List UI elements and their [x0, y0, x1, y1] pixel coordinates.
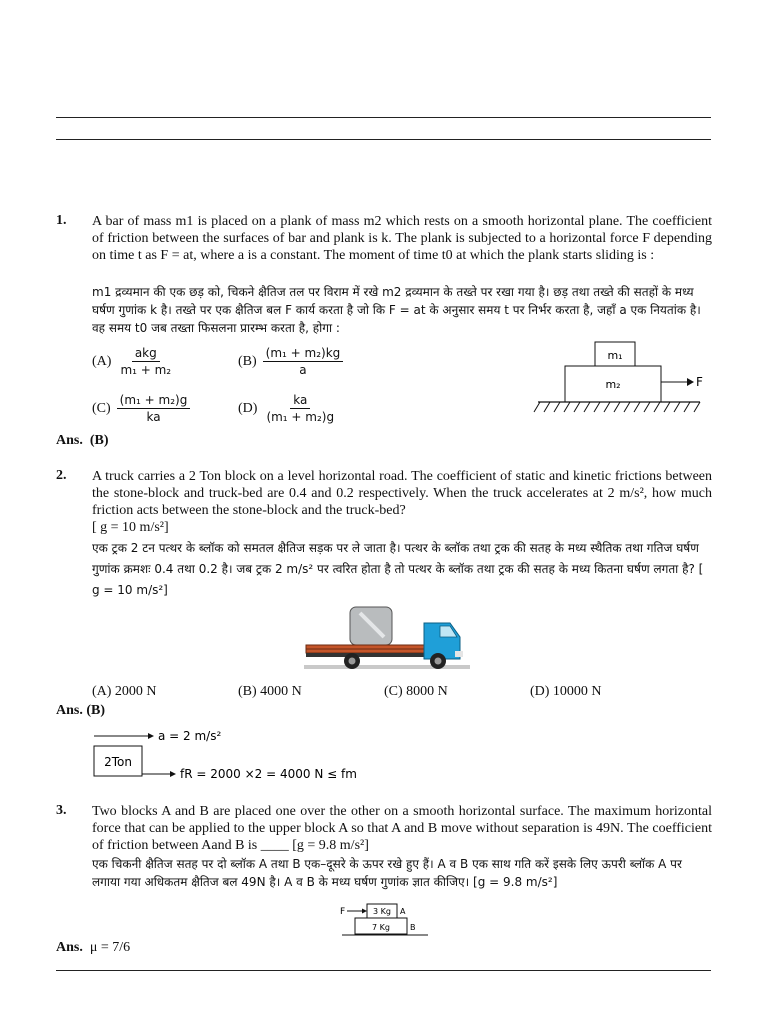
- q2-option-a: (A) 2000 N: [92, 684, 157, 699]
- question-3-hindi: एक चिकनी क्षैतिज सतह पर दो ब्लॉक A तथा B एक–दूसरे के ऊपर रखे हुए हैं। A व B एक साथ गति करें इसके लिए ऊपरी ब्लॉक A पर लगाया गया अधिकतम क्षैतिज बल 49N है। A व B के मध्य घर्षण गुणांक ज्ञात कीजिए। [g = 9.8 m/s²]: [92, 857, 682, 889]
- question-1-number: 1.: [56, 213, 67, 228]
- q1-answer: Ans. (B): [56, 433, 109, 448]
- header-rule-top: [56, 117, 711, 118]
- q2-option-c: (C) 8000 N: [384, 684, 448, 699]
- q1-figure-m1: m₁: [607, 349, 623, 362]
- question-2-english: A truck carries a 2 Ton block on a level horizontal road. The coefficient of static and kinetic frictions between the stone-block and truck-bed are 0.4 and 0.2 respectively. When the truck accelerates at 2 m/s², how much friction acts between the stone-block and the truck-bed? [ g = 10 m/s²]: [92, 469, 712, 535]
- q2-answer: Ans. (B): [56, 703, 106, 718]
- truck-illustration: [300, 603, 472, 675]
- q3-upper-mass: 3 Kg: [373, 907, 391, 916]
- question-1-hindi: m1 द्रव्यमान की एक छड़ को, चिकने क्षैतिज तल पर विराम में रखे m2 द्रव्यमान के तख्ते पर रखा गया है। छड़ तथा तख्ते की सतहों के मध्य घर्षण गुणांक k है। तख्ते पर एक क्षैतिज बल F कार्य करता है जो कि F = at के अनुसार समय t पर निर्भर करता है, जहाँ a एक नियतांक है। वह समय t0 जब तख्ता फिसलना प्रारम्भ करता है, होगा :: [92, 285, 701, 335]
- q3-blocks-figure: [338, 900, 434, 940]
- q2-option-d: (D) 10000 N: [530, 684, 602, 699]
- q3-lower-name: B: [410, 923, 416, 932]
- q1-option-d: (D) $\frac{ka}{\text{(m₁ + m₂)g}}$: [238, 393, 335, 424]
- q2-solution-diagram: [90, 724, 390, 786]
- q1-blocks-figure: [530, 338, 710, 420]
- q2-block-label: 2Ton: [104, 755, 132, 769]
- header-rule-bottom: [56, 139, 711, 140]
- question-1-english: A bar of mass m1 is placed on a plank of mass m2 which rests on a smooth horizontal plane. The coefficient of friction between the surfaces of bar and plank is k. The plank is subjected to a horizontal force F depending on time t as F = at, where a is a constant. The moment of time t0 at which the plank starts sliding is :: [92, 214, 712, 263]
- question-2-number: 2.: [56, 468, 67, 483]
- q1-figure-m2: m₂: [605, 378, 621, 391]
- question-3-english: Two blocks A and B are placed one over the other on a smooth horizontal surface. The maximum horizontal force that can be applied to the upper block A so that A and B move without separation is 49N. The coefficient of friction between Aand B is ____ [g = 9.8 m/s²]: [92, 804, 712, 853]
- q1-option-c: (C) $\frac{\text{(m₁ + m₂)g}}{ka}$: [92, 393, 190, 424]
- question-3-number: 3.: [56, 803, 67, 818]
- q3-lower-mass: 7 Kg: [372, 923, 390, 932]
- q3-answer: Ans. μ = 7/6: [56, 940, 131, 955]
- question-2-hindi: एक ट्रक 2 टन पत्थर के ब्लॉक को समतल क्षैतिज सड़क पर ले जाता है। पत्थर के ब्लॉक तथा ट्रक की सतह के मध्य स्थैतिक तथा गतिज घर्षण गुणांक क्रमशः 0.4 तथा 0.2 है। जब ट्रक 2 m/s² पर त्वरित होता है तो पत्थर के ब्लॉक तथा ट्रक की सतह के मध्य कितना घर्षण लगता है? [ g = 10 m/s²]: [92, 541, 704, 597]
- q1-figure-force: F: [696, 375, 703, 389]
- q1-option-b: (B) $\frac{\text{(m₁ + m₂)kg}}{a}$: [238, 346, 343, 377]
- q1-option-a: (A) $\frac{\text{akg}}{\text{m₁ + m₂}}$: [92, 346, 172, 377]
- q2-friction-label: fR = 2000 ×2 = 4000 N ≤ fm: [180, 767, 357, 781]
- q2-acceleration-label: a = 2 m/s²: [158, 729, 222, 743]
- q2-option-b: (B) 4000 N: [238, 684, 302, 699]
- q3-figure-force: F: [340, 907, 346, 917]
- footer-rule: [56, 970, 711, 971]
- q3-upper-name: A: [400, 907, 406, 916]
